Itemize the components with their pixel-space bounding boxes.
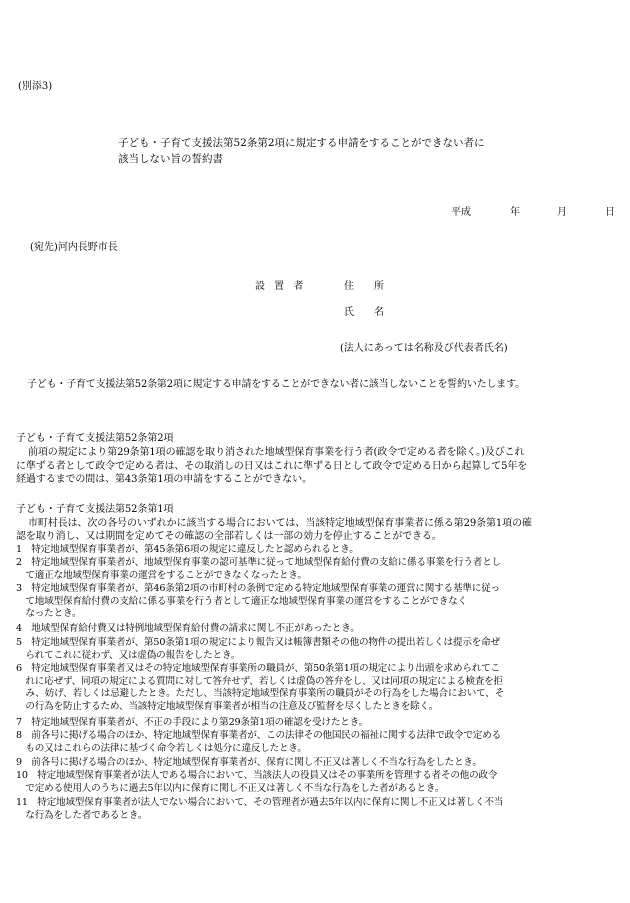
document-title-line-1: 子ども・子育て支援法第52条第2項に規定する申請をすることができない者に [118,137,485,149]
item-line: 2 特定地域型保育事業者が、地域型保育事業の認可基準に従って地域型保育給付費の支給に係る事業を行う者とし [16,557,501,568]
article-item-8 [16,730,616,755]
item-line: 5 特定地域型保育事業者が、第50条第1項の規定により報告又は帳簿書類その他の物件の提出若しくは提示を命ぜ [16,637,500,648]
item-line: もの又はこれらの法律に基づく命令若しくは処分に違反したとき。 [16,742,307,754]
item-line: 8 前各号に掲げる場合のほか、特定地域型保育事業者が、この法律その他国民の福祉に関する法律で政令で定める [16,730,501,741]
item-line: 9 前各号に掲げる場合のほか、特定地域型保育事業者が、保育に関し不正又は著しく不当な行為をしたとき。 [16,757,482,768]
setter-label: 設 置 者 [255,281,307,292]
article-item-5 [16,637,616,662]
item-line: 7 特定地域型保育事業者が、不正の手段により第29条第1項の確認を受けたとき。 [16,717,369,728]
item-line: な行為をした者であるとき。 [16,809,148,821]
article-item-2 [16,557,616,582]
item-line: の行為を防止するため、当該特定地域型保育事業者が相当の注意及び監督を尽くしたときを除く。 [16,700,439,712]
article-item-3 [16,583,616,621]
item-line: て地域型保育給付費の支給に係る事業を行う者として適正な地域型保育事業の運営をすることができなく [16,595,467,607]
article-item-1 [16,544,616,557]
date-era: 平成 [451,207,471,218]
item-line: れに応ぜず、同項の規定による質問に対して答弁せず、若しくは虚偽の答弁をし、又は同項の規定による検査を拒 [16,675,503,687]
document-title-line-2: 該当しない旨の誓約書 [118,153,223,165]
article-item-6 [16,663,616,713]
section1-heading: 子ども・子育て支援法第52条第2項 [16,433,174,444]
date-day: 日 [605,207,615,218]
item-line: 6 特定地域型保育事業者又はその特定地域型保育事業所の職員が、第50条第1項の規定により出頭を求められてこ [16,663,500,674]
addressee: (宛先)河内長野市長 [30,242,118,253]
attachment-label: (別添3) [18,81,53,92]
item-line: 11 特定地域型保育事業者が法人でない場合において、その管理者が過去5年以内に保育に関し不正又は著しく不当 [16,797,504,808]
item-line: て適正な地域型保育事業の運営をすることができなくなったとき。 [16,569,307,581]
representative-note: (法人にあっては名称及び代表者氏名) [340,343,508,354]
section1-line-1: 前項の規定により第29条第1項の確認を取り消された地域型保育事業を行う者(政令で定める者を除く。)及びこれ [28,447,525,458]
section1-line-2: に準ずる者として政令で定める者は、その取消しの日又はこれに準ずる日として政令で定める日から起算して5年を [16,461,528,472]
item-line: み、妨げ、若しくは忌避したとき。ただし、当該特定地域型保育事業所の職員がその行為をした場合において、そ [16,688,505,700]
item-line: 4 地域型保育給付費又は特例地域型保育給付費の請求に関し不正があったとき。 [16,623,360,634]
section2-heading: 子ども・子育て支援法第52条第1項 [16,504,174,515]
article-item-9 [16,757,616,770]
item-line: 3 特定地域型保育事業者が、第46条第2項の市町村の条例で定める特定地域型保育事業の運営に関する基準に従っ [16,583,500,594]
section2-intro-line-2: 認を取り消し、又は期間を定めてその確認の全部若しくは一部の効力を停止することができる。 [16,531,442,542]
article-item-7 [16,717,616,730]
section1-line-3: 経過するまでの間は、第43条第1項の申請をすることができない。 [16,474,312,485]
item-line: 1 特定地域型保育事業者が、第45条第6項の規定に違反したと認められるとき。 [16,544,359,555]
article-item-11 [16,797,616,822]
section2-intro-line-1: 市町村長は、次の各号のいずれかに該当する場合においては、当該特定地域型保育事業者に係る第29条第1項の確 [28,518,532,529]
date-month: 月 [557,207,567,218]
item-line: なったとき。 [16,608,82,620]
date-year: 年 [510,207,520,218]
article-item-10 [16,770,616,795]
name-label: 氏 名 [344,307,384,318]
address-label: 住 所 [344,281,384,292]
item-line: で定める使用人のうちに過去5年以内に保育に関し不正又は著しく不当な行為をした者があるとき。 [16,782,445,794]
article-item-4 [16,623,616,636]
item-line: 10 特定地域型保育事業者が法人である場合において、当該法人の役員又はその事業所を管理する者その他の政令 [16,770,498,781]
item-line: られてこれに従わず、又は虚偽の報告をしたとき。 [16,649,241,661]
pledge-statement: 子ども・子育て支援法第52条第2項に規定する申請をすることができない者に該当しないことを誓約いたします。 [27,379,525,390]
